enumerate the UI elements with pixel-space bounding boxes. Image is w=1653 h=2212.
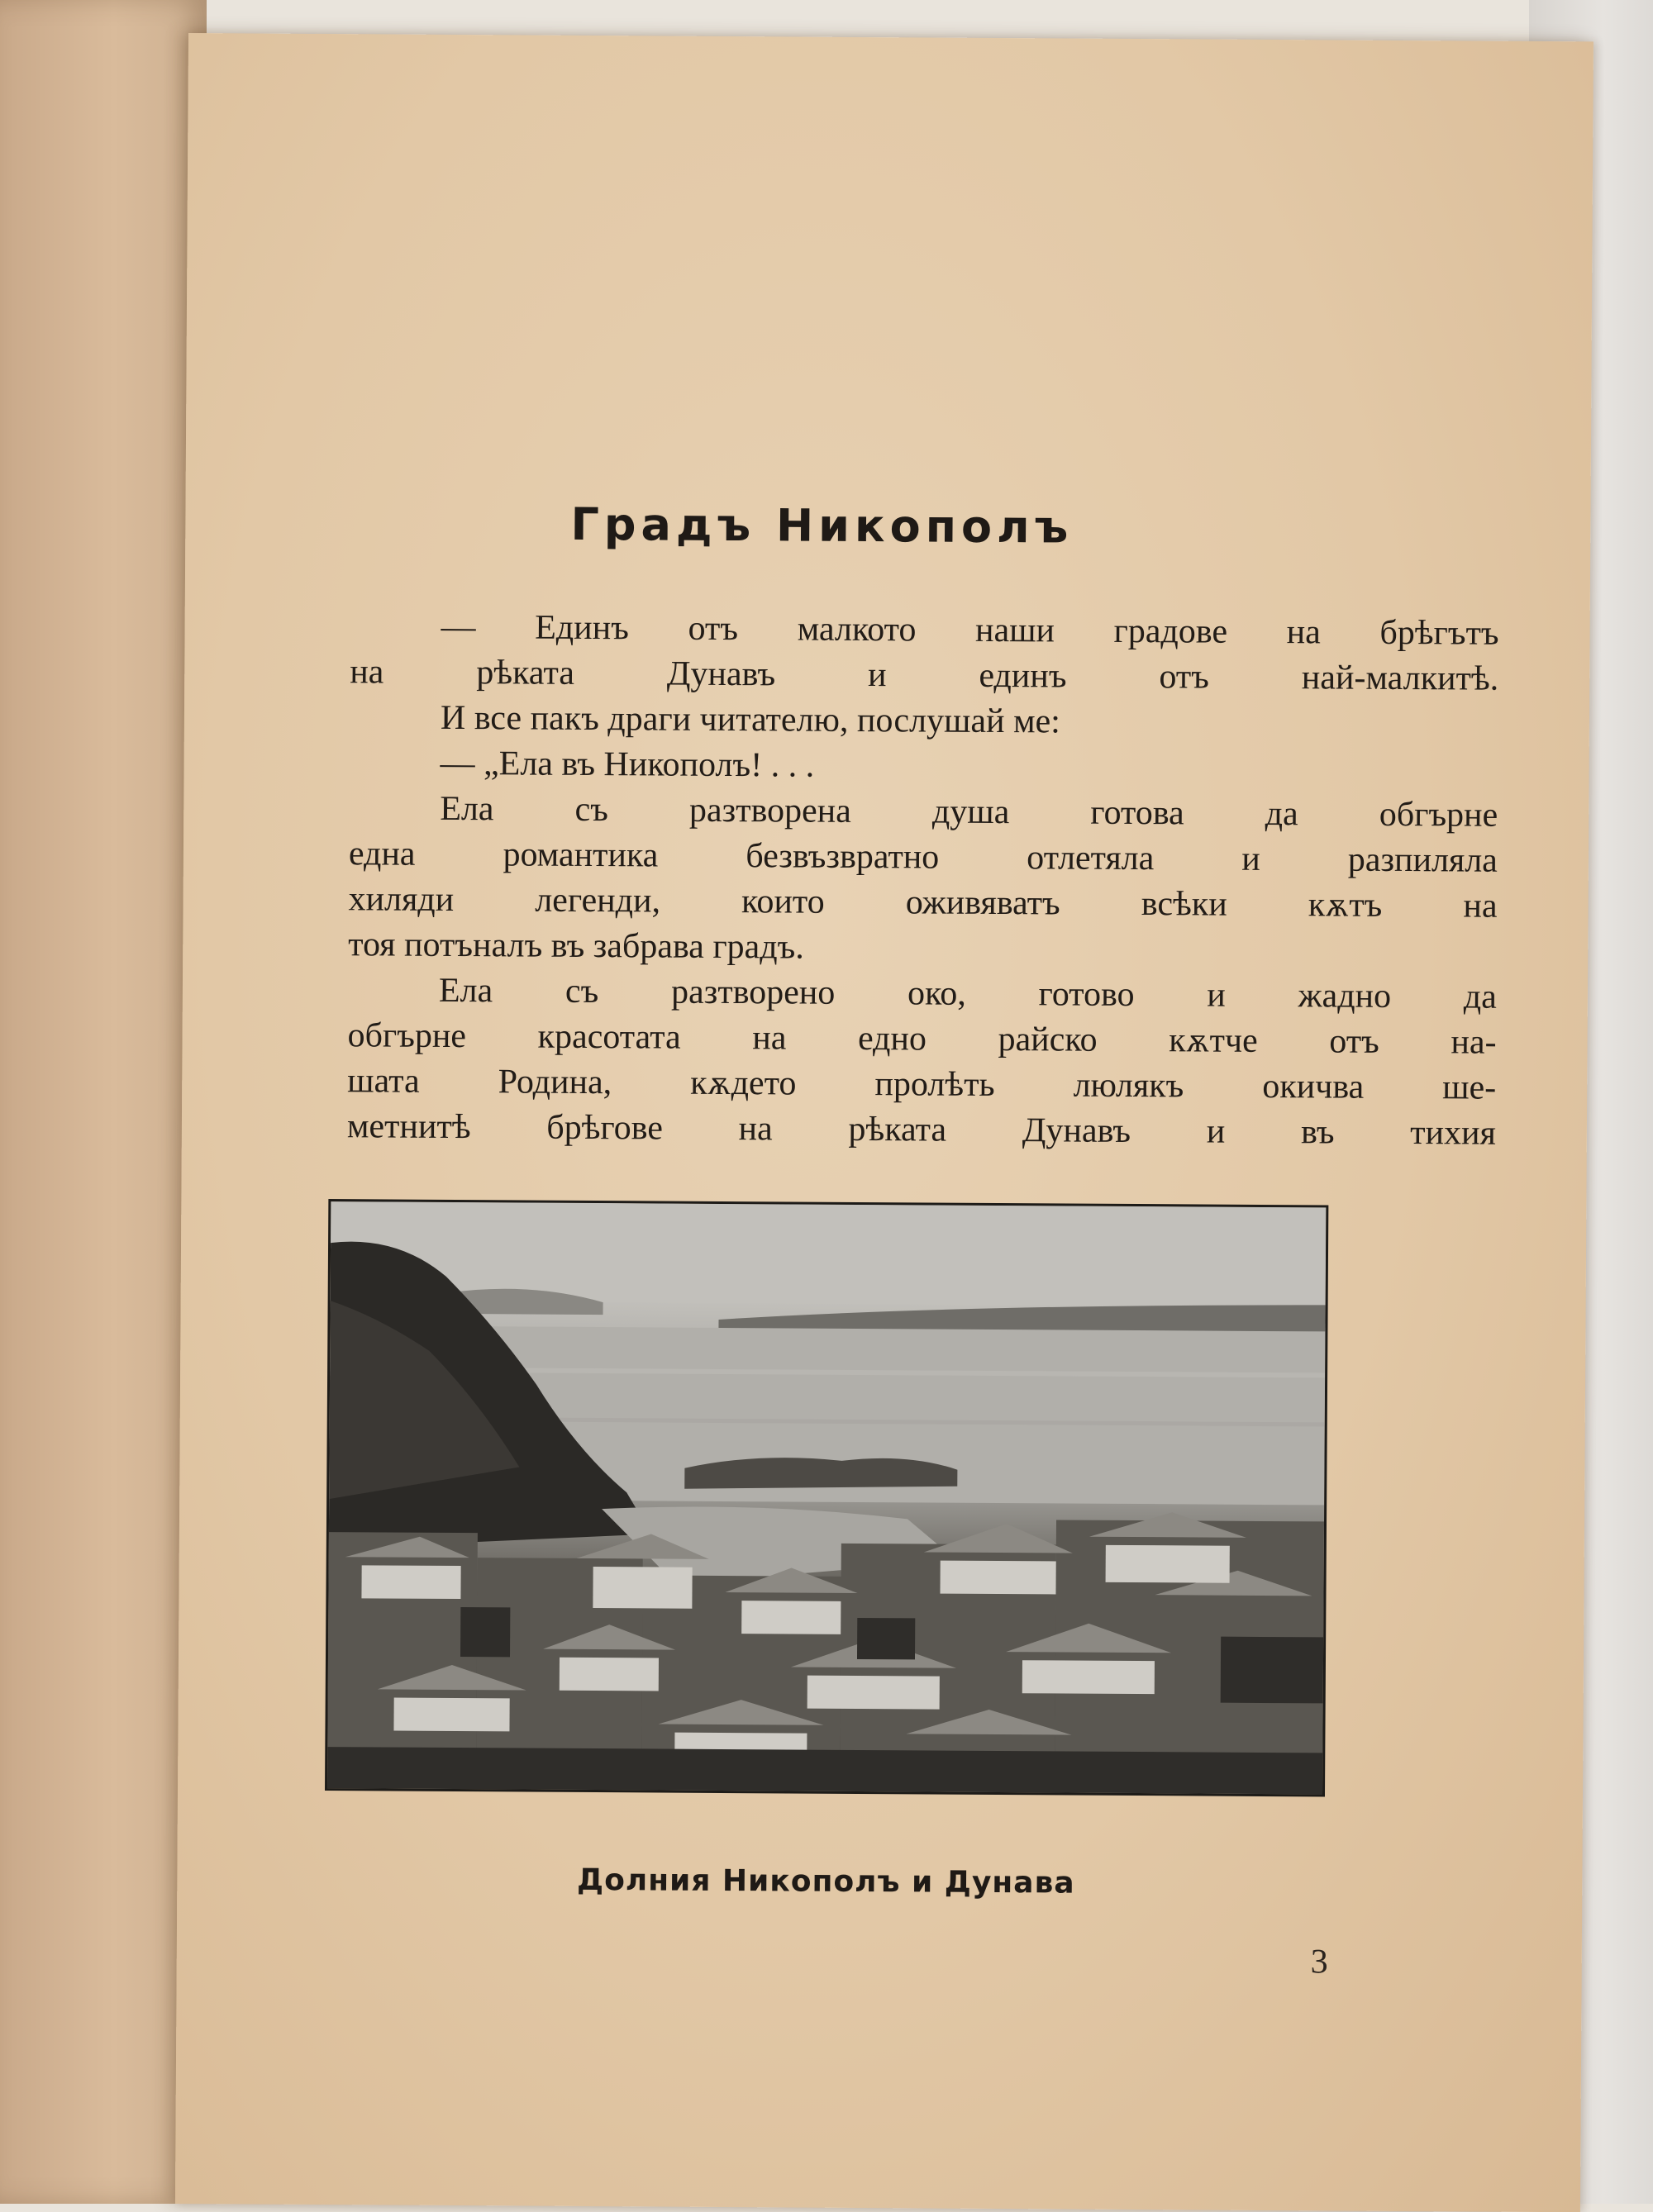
text-line: Ела съ разтворена душа готова да обгърне [440, 789, 1498, 835]
body-text [347, 604, 1499, 1156]
left-page-edge [0, 0, 207, 2204]
text-line: тоя потъналъ въ забрава градъ. [348, 925, 805, 967]
page-number: 3 [1310, 1943, 1328, 1981]
text-line: шата Родина, кѫдето пролѣть люлякъ окичва ше- [347, 1062, 1497, 1107]
photo-caption: Долния Никополъ и Дунава [576, 1862, 1075, 1900]
text-line: обгърне красотата на едно райско кѫтче отъ на- [347, 1016, 1497, 1062]
text-line: на рѣката Дунавъ и единъ отъ най-малкитѣ. [350, 653, 1499, 698]
text-line: Ела съ разтворено око, готово и жадно да [438, 971, 1498, 1016]
text-line: метнитѣ брѣгове на рѣката Дунавъ и въ тихия [346, 1107, 1497, 1153]
book-page [175, 33, 1593, 2212]
photo-illustration [327, 1201, 1326, 1794]
text-line: И все пакъ драги читателю, послушай ме: [440, 698, 1061, 741]
town-photograph [325, 1199, 1328, 1796]
text-line: — „Ела въ Никополъ! . . . [440, 744, 815, 785]
text-line: — Единъ отъ малкото наши градове на брѣгътъ [441, 607, 1499, 653]
page-title: Градъ Никополъ [570, 497, 1074, 554]
text-line: една романтика безвъзвратно отлетяла и разпиляла [348, 835, 1498, 880]
text-line: хиляди легенди, които оживяватъ всѣки кѫтъ на [348, 880, 1498, 925]
